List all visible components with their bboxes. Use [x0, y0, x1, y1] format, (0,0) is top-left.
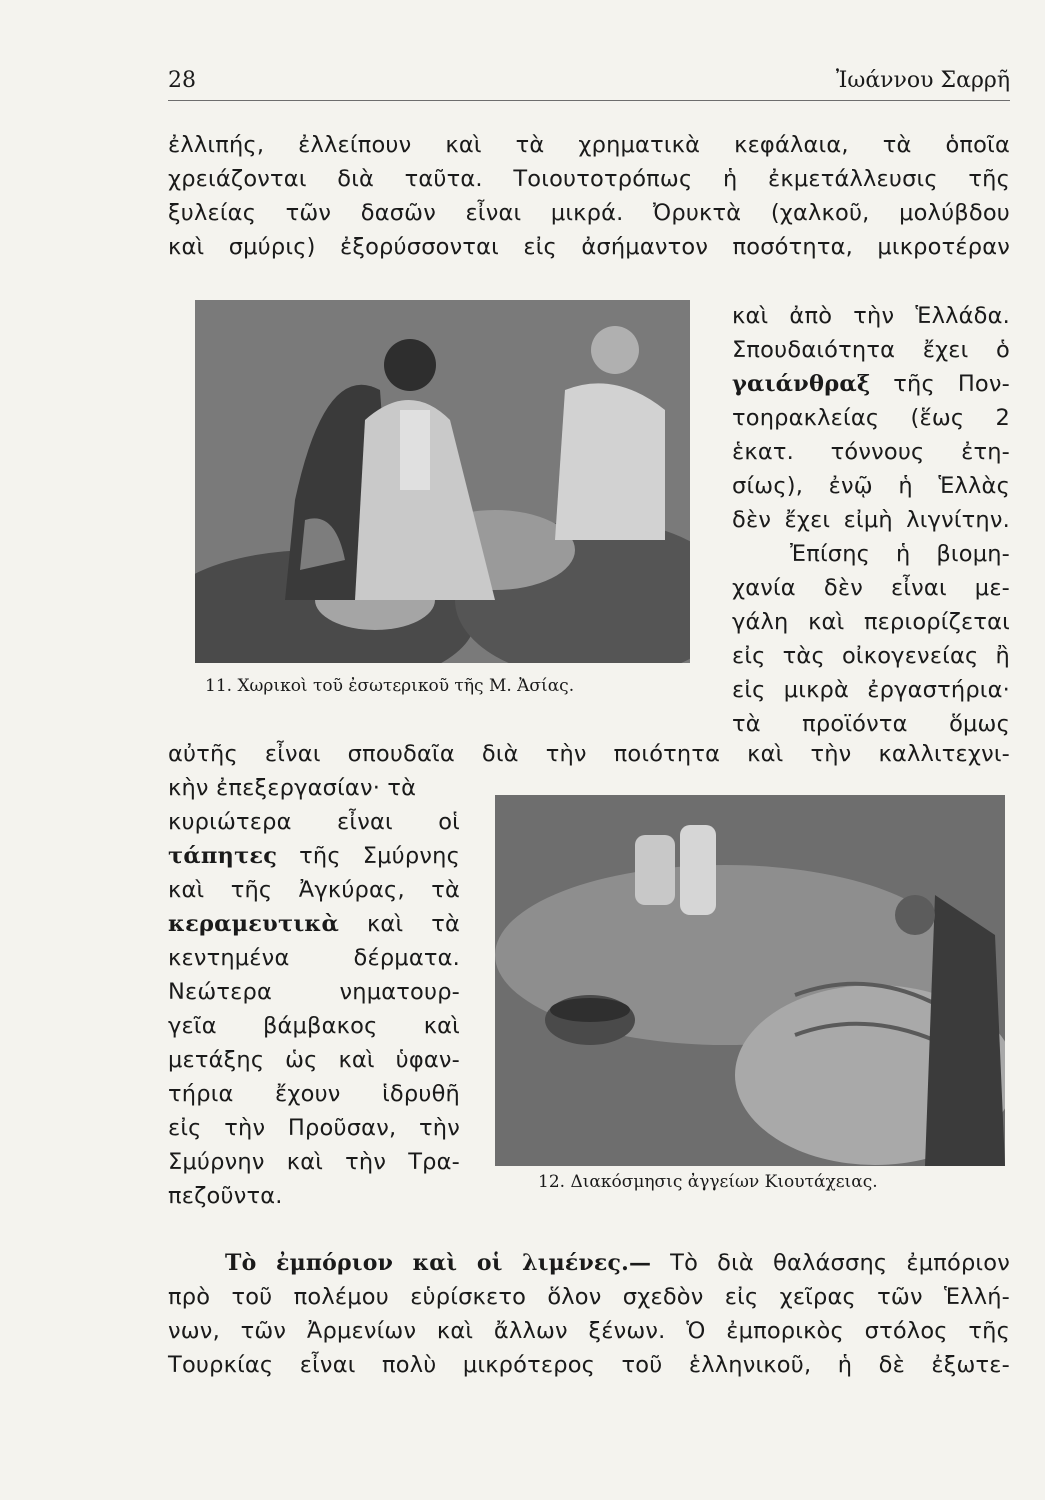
text-line: κεντημένα δέρματα.: [168, 945, 460, 971]
text-line: μετάξης ὡς καὶ ὑφαν-: [168, 1047, 460, 1073]
text-line: καὶ τῆς Ἀγκύρας, τὰ: [168, 877, 460, 903]
figure-caption-11: 11. Χωρικοὶ τοῦ ἐσωτερικοῦ τῆς Μ. Ἀσίας.: [205, 676, 575, 696]
text-line: αὐτῆς εἶναι σπουδαῖα διὰ τὴν ποιότητα καὶ τὴν καλλιτεχνι-: [168, 741, 1010, 767]
text-line: σίως), ἐνῷ ἡ Ἑλλὰς: [732, 473, 1010, 499]
text-line: [732, 369, 1010, 399]
text-line: Σπουδαιότητα ἔχει ὁ: [732, 337, 1010, 363]
page-header: [168, 68, 1010, 101]
text-line: [225, 1248, 1010, 1278]
bold-term-carpets: τάπητες: [168, 843, 278, 869]
section-heading: Τὸ ἐμπόριον καὶ οἱ λιμένες.—: [225, 1250, 652, 1276]
text-line: δὲν ἔχει εἰμὴ λιγνίτην.: [732, 507, 1010, 533]
text-line: καὶ σμύρις) ἐξορύσσονται εἰς ἀσήμαντον ποσότητα, μικροτέραν: [168, 234, 1010, 260]
text-fragment: τῆς Πον-: [870, 371, 1010, 397]
page-number: 28: [168, 68, 196, 93]
text-line: Τουρκίας εἶναι πολὺ μικρότερος τοῦ ἑλληνικοῦ, ἡ δὲ ἐξωτε-: [168, 1352, 1010, 1378]
text-line: εἰς τὰς οἰκογενείας ἢ: [732, 643, 1010, 669]
text-line: γεῖα βάμβακος καὶ: [168, 1013, 460, 1039]
text-line: [168, 909, 460, 939]
pottery-illustration: [495, 795, 1005, 1166]
bold-term-ceramics: κεραμευτικὰ: [168, 911, 339, 937]
photo-villagers: [195, 300, 690, 663]
text-line: Ἐπίσης ἡ βιομη-: [790, 541, 1010, 567]
text-line: κυριώτερα εἶναι οἱ: [168, 809, 460, 835]
text-line: τοηρακλείας (ἕως 2: [732, 405, 1010, 431]
running-head: Ἰωάννου Σαρρῆ: [835, 68, 1010, 93]
text-line: Νεώτερα νηματουρ-: [168, 979, 460, 1005]
villagers-illustration: [195, 300, 690, 663]
text-fragment: Τὸ διὰ θαλάσσης ἐμπόριον: [651, 1250, 1010, 1276]
text-line: Σμύρνην καὶ τὴν Τρα-: [168, 1149, 460, 1175]
text-line: [168, 841, 460, 871]
figure-caption-12: 12. Διακόσμησις ἀγγείων Κιουτάχειας.: [538, 1172, 878, 1192]
text-line: χανία δὲν εἶναι με-: [732, 575, 1010, 601]
bold-term-coal: γαιάνθραξ: [732, 371, 871, 397]
text-line: ξυλείας τῶν δασῶν εἶναι μικρά. Ὀρυκτὰ (χαλκοῦ, μολύβδου: [168, 200, 1010, 226]
text-line: κὴν ἐπεξεργασίαν· τὰ: [168, 775, 417, 801]
text-line: πρὸ τοῦ πολέμου εὑρίσκετο ὅλον σχεδὸν εἰς χεῖρας τῶν Ἑλλή-: [168, 1284, 1010, 1310]
text-line: νων, τῶν Ἀρμενίων καὶ ἄλλων ξένων. Ὁ ἐμπορικὸς στόλος τῆς: [168, 1318, 1010, 1344]
text-line: καὶ ἀπὸ τὴν Ἑλλάδα.: [732, 303, 1010, 329]
text-line: εἰς τὴν Προῦσαν, τὴν: [168, 1115, 460, 1141]
text-fragment: τῆς Σμύρνης: [277, 843, 460, 869]
text-line: εἰς μικρὰ ἐργαστήρια·: [732, 677, 1010, 703]
text-line: γάλη καὶ περιορίζεται: [732, 609, 1010, 635]
text-line: πεζοῦντα.: [168, 1183, 283, 1209]
text-line: ἐλλιπής, ἐλλείπουν καὶ τὰ χρηματικὰ κεφάλαια, τὰ ὁποῖα: [168, 132, 1010, 158]
text-line: τήρια ἔχουν ἱδρυθῆ: [168, 1081, 460, 1107]
photo-pottery-decoration: [495, 795, 1005, 1166]
text-line: χρειάζονται διὰ ταῦτα. Τοιουτοτρόπως ἡ ἐκμετάλλευσις τῆς: [168, 166, 1010, 192]
text-fragment: καὶ τὰ: [338, 911, 460, 937]
text-line: τὰ προϊόντα ὅμως: [732, 711, 1010, 737]
text-line: ἑκατ. τόννους ἐτη-: [732, 439, 1010, 465]
